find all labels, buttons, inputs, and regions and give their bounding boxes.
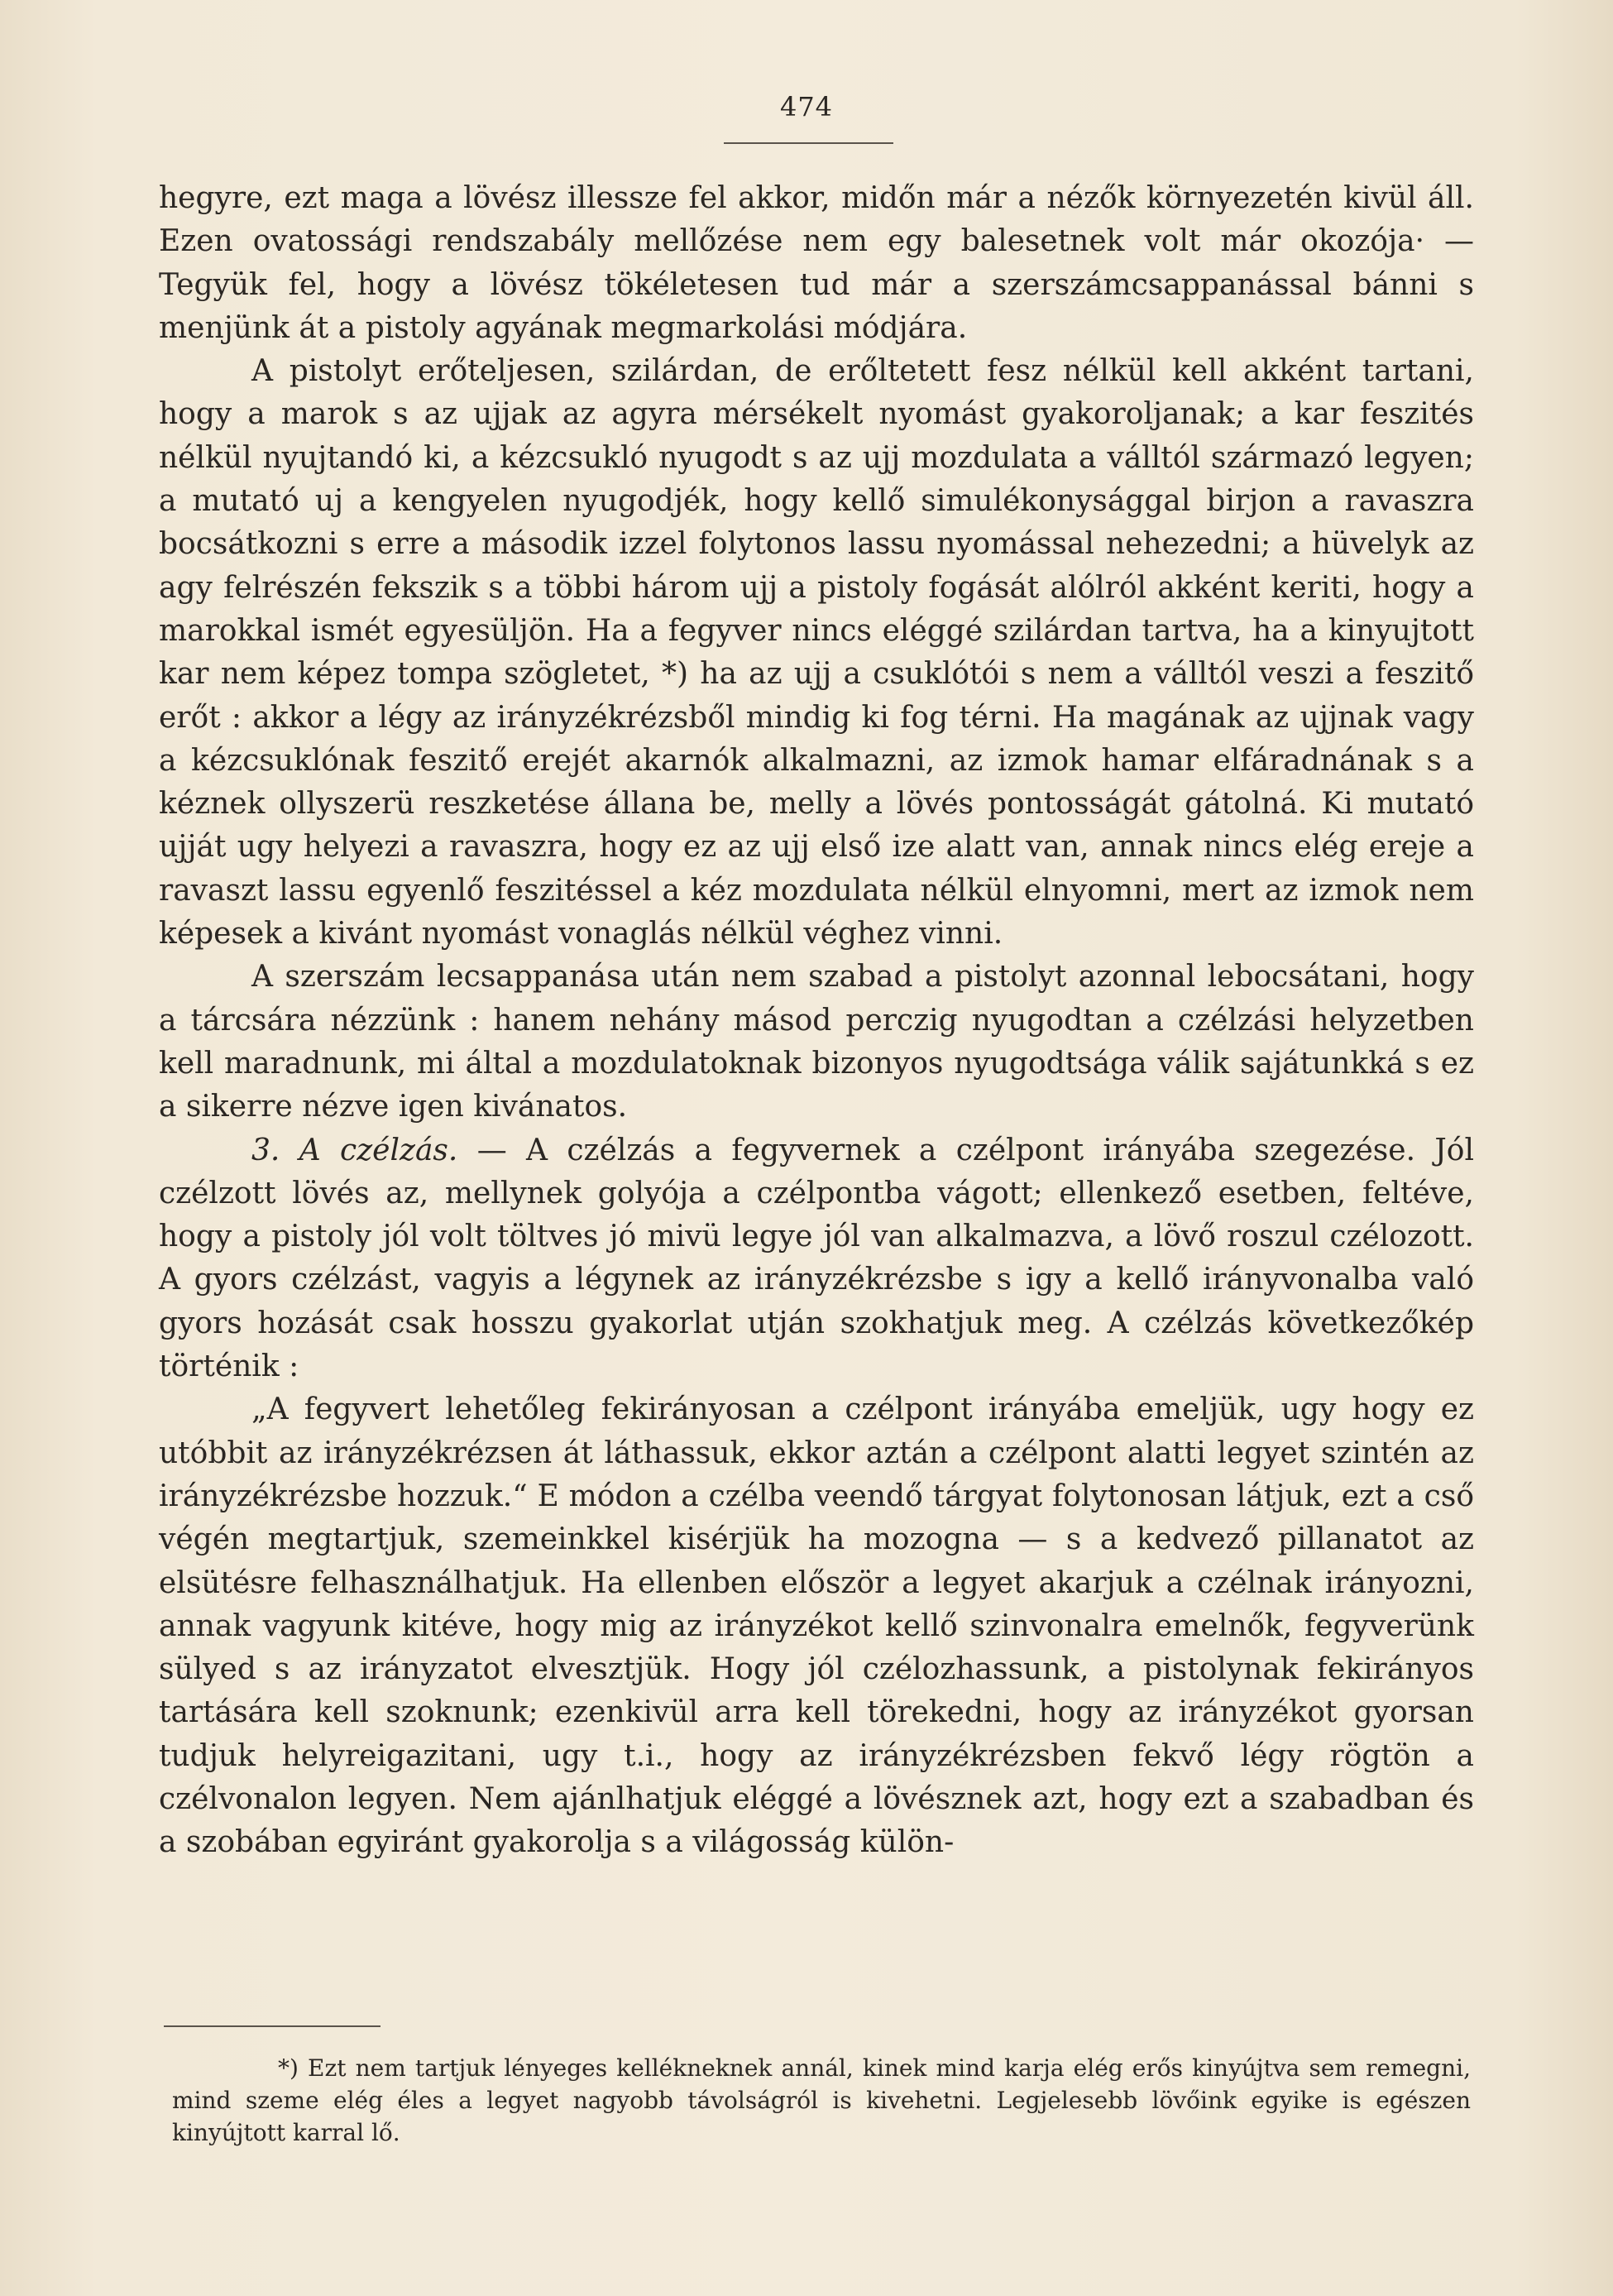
paragraph-4-aiming <box>159 1129 1474 1389</box>
page-number-rule <box>724 142 893 144</box>
paragraph-5: „A fegyvert lehetőleg fekirányosan a czélpont irányába emeljük, ugy hogy ez utóbbit az irányzékrézsen át láthassuk, ekkor aztán a czélpont alatti legyet szintén az irányzékrézsbe hozzuk.“ E módon a czélba veendő tárgyat folytonosan látjuk, ezt a cső végén megtartjuk, szemeinkkel kisérjük ha mozogna — s a kedvező pillanatot az elsütésre felhasználhatjuk. Ha ellenben először a legyet akarjuk a czélnak irányozni, annak vagyunk kitéve, hogy mig az irányzékot kellő szinvonalra emelnők, fegyverünk sülyed s az irányzatot elvesztjük. Hogy jól czélozhassunk, a pistolynak fekirányos tartására kell szoknunk; ezenkivül arra kell törekedni, hogy az irányzékot gyorsan tudjuk helyreigazitani, ugy t.i., hogy az irányzékrézsben fekvő légy rögtön a czélvonalon legyen. Nem ajánlhatjuk eléggé a lövésznek azt, hogy ezt a szabadban és a szobában egyiránt gyakorolja s a világosság külön- <box>159 1392 1474 1860</box>
paragraph-1: hegyre, ezt maga a lövész illessze fel akkor, midőn már a nézők környezetén kivül áll. Ezen ovatossági rendszabály mellőzése nem egy balesetnek volt már okozója· — Tegyük fel, hogy a lövész tökéletesen tud már a szerszámcsappanással bánni s menjünk át a pistoly agyának megmarkolási módjára. <box>159 181 1474 345</box>
section-heading-aiming: 3. A czélzás. <box>251 1133 458 1167</box>
footnote-rule <box>164 2025 381 2027</box>
body-text <box>159 177 1474 1865</box>
paragraph-2: A pistolyt erőteljesen, szilárdan, de erőltetett fesz nélkül kell akként tartani, hogy a marok s az ujjak az agyra mérsékelt nyomást gyakoroljanak; a kar feszités nélkül nyujtandó ki, a kézcsukló nyugodt s az ujj mozdulata a válltól származó legyen; a mutató uj a kengyelen nyugodjék, hogy kellő simulékonysággal birjon a ravaszra bocsátkozni s erre a második izzel folytonos lassu nyomással nehezedni; a hüvelyk az agy felrészén fekszik s a többi három ujj a pistoly fogását alólról akként keriti, hogy a marokkal ismét egyesüljön. Ha a fegyver nincs eléggé szilárdan tartva, ha a kinyujtott kar nem képez tompa szögletet, *) ha az ujj a csuklótói s nem a válltól veszi a feszitő erőt : akkor a légy az irányzékrézsből mindig ki fog térni. Ha magának az ujjnak vagy a kézcsuklónak feszitő erejét akarnók alkalmazni, az izmok hamar elfáradnának s a kéznek ollyszerü reszketése állana be, melly a lövés pontosságát gátolná. Ki mutató ujját ugy helyezi a ravaszra, hogy ez az ujj első ize alatt van, annak nincs elég ereje a ravaszt lassu egyenlő feszitéssel a kéz mozdulata nélkül elnyomni, mert az izmok nem képesek a kivánt nyomást vonaglás nélkül véghez vinni. <box>159 354 1474 951</box>
page-number: 474 <box>779 91 834 122</box>
paragraph-3: A szerszám lecsappanása után nem szabad a pistolyt azonnal lebocsátani, hogy a tárcsára nézzünk : hanem nehány másod perczig nyugodtan a czélzási helyzetben kell maradnunk, mi által a mozdulatoknak bizonyos nyugodtsága válik sajátunkká s ez a sikerre nézve igen kivánatos. <box>159 960 1474 1124</box>
paragraph-4-text: — A czélzás a fegyvernek a czélpont irányába szegezése. Jól czélzott lövés az, mellynek golyója a czélpontba vágott; ellenkező esetben, feltéve, hogy a pistoly jól volt töltves jó mivü legye jól van alkalmazva, a lövő roszul czélozott. A gyors czélzást, vagyis a légynek az irányzékrézsbe s igy a kellő irányvonalba való gyors hozását csak hosszu gyakorlat utján szokhatjuk meg. A czélzás következőkép történik : <box>159 1133 1474 1384</box>
footnote: *) Ezt nem tartjuk lényeges kellékneknek annál, kinek mind karja elég erős kinyújtva sem remegni, mind szeme elég éles a legyet nagyobb távolságról is kivehetni. Legjelesebb lövőink egyike is egészen kinyújtott karral lő. <box>172 2054 1471 2146</box>
